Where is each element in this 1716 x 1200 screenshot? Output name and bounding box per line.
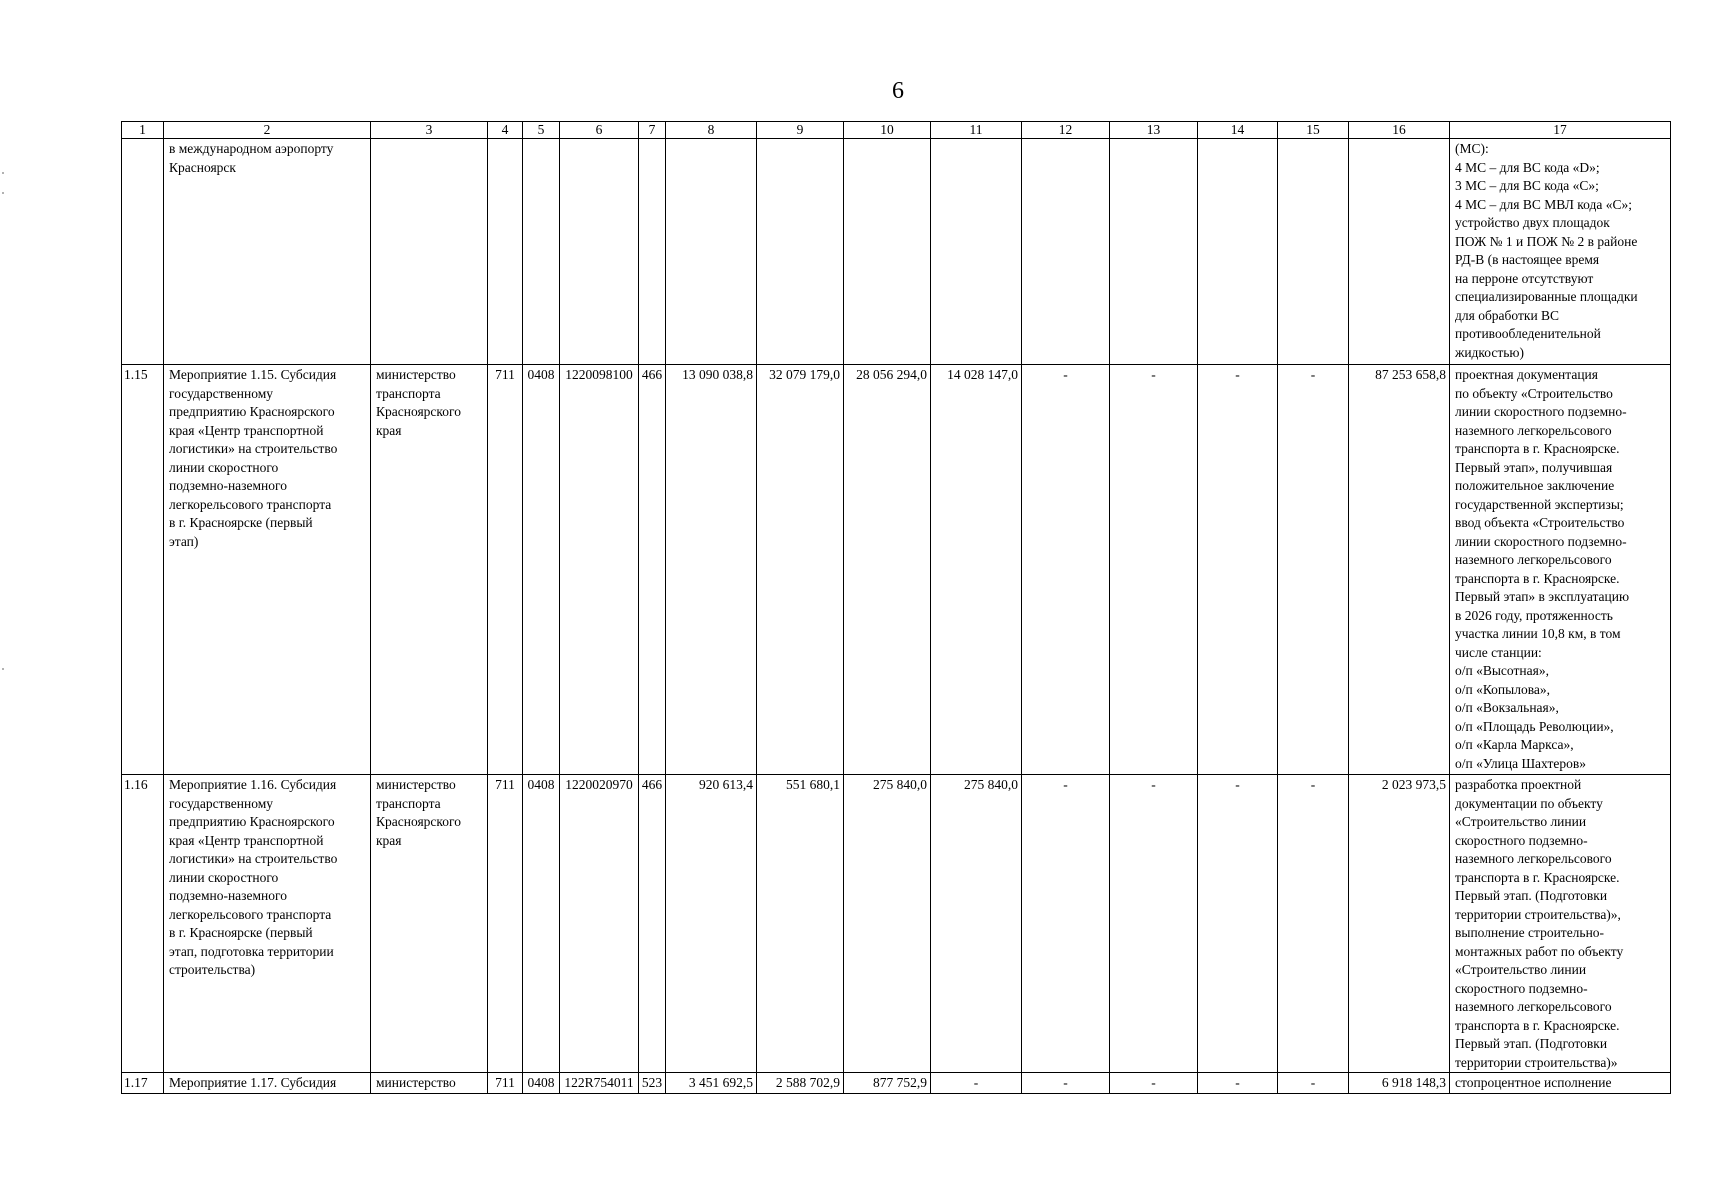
scan-mark [2, 172, 4, 174]
amount-2028: - [1022, 1073, 1110, 1094]
amount-cell [844, 139, 931, 365]
text-line: министерство [376, 1075, 456, 1090]
csr-code: 1220020970 [560, 775, 639, 1073]
text-line: РД-В (в настоящее время [1455, 252, 1600, 267]
text-line: в г. Красноярске (первый [169, 925, 313, 940]
column-number-3: 3 [371, 122, 488, 139]
amount-2028: - [1022, 775, 1110, 1073]
text-line: логистики» на строительство [169, 441, 338, 456]
text-line: Красноярского [376, 814, 461, 829]
grbs-code: 711 [488, 775, 523, 1073]
text-line: 4 МС – для ВС кода «D»; [1455, 159, 1600, 175]
text-line: Первый этап. (Подготовки [1455, 888, 1608, 903]
text-line: наземного легкорельсового [1455, 999, 1612, 1014]
activity-name-cell [164, 365, 371, 775]
text-line: жидкостью) [1455, 344, 1525, 360]
text-line: государственному [169, 795, 274, 811]
text-line: транспорта в г. Красноярске. [1455, 570, 1620, 586]
column-number-row [122, 122, 1671, 139]
csr-cell [560, 139, 639, 365]
text-line: по объекту «Строительство [1455, 385, 1613, 401]
text-line: ввод объекта «Строительство [1455, 515, 1625, 530]
activity-name-cell [164, 139, 371, 365]
text-line: специализированные площадки [1455, 289, 1638, 304]
page-number: 6 [892, 78, 904, 104]
rzpr-code: 0408 [523, 775, 560, 1073]
text-line: края [376, 832, 402, 848]
amount-cell [666, 139, 757, 365]
executor-cell [371, 139, 488, 365]
amount-2026: 877 752,9 [844, 1073, 931, 1094]
text-line: легкорельсового транспорта [169, 496, 332, 512]
amount-cell [757, 139, 844, 365]
text-line: края [376, 422, 402, 438]
text-line: устройство двух площадок [1455, 215, 1610, 230]
amount-2027: - [931, 1073, 1022, 1094]
text-line: о/п «Улица Шахтеров» [1455, 755, 1586, 771]
text-line: линии скоростного подземно- [1455, 404, 1627, 419]
column-number-4: 4 [488, 122, 523, 139]
rzpr-code: 0408 [523, 1073, 560, 1094]
text-line: выполнение строительно- [1455, 925, 1605, 940]
text-line: в международном аэропорту [169, 141, 334, 156]
amount-2025: 551 680,1 [757, 775, 844, 1073]
text-line: линии скоростного [169, 459, 279, 475]
amount-2026: 28 056 294,0 [844, 365, 931, 775]
grbs-cell [488, 139, 523, 365]
text-line: монтажных работ по объекту [1455, 943, 1624, 959]
text-line: края «Центр транспортной [169, 422, 324, 438]
table-row [122, 365, 1671, 775]
text-line: Красноярск [169, 159, 236, 175]
grbs-code: 711 [488, 1073, 523, 1094]
column-number-2: 2 [164, 122, 371, 139]
text-line: государственному [169, 385, 274, 401]
text-line: Первый этап. (Подготовки [1455, 1036, 1608, 1051]
text-line: участка линии 10,8 км, в том [1455, 626, 1621, 641]
text-line: транспорта в г. Красноярске. [1455, 1017, 1620, 1033]
text-line: Мероприятие 1.17. Субсидия [169, 1075, 337, 1090]
amount-2031: - [1278, 1073, 1349, 1094]
text-line: документации по объекту [1455, 795, 1603, 811]
row-number-cell [122, 139, 164, 365]
scan-mark [2, 192, 4, 194]
executor-cell [371, 365, 488, 775]
text-line: 3 МС – для ВС кода «С»; [1455, 178, 1599, 193]
amount-total: 87 253 658,8 [1349, 365, 1450, 775]
activity-name-cell [164, 775, 371, 1073]
activity-name-cell [164, 1073, 371, 1094]
amount-cell [1198, 139, 1278, 365]
expected-result-cell [1450, 365, 1671, 775]
total-cell [1349, 139, 1450, 365]
amount-2024: 13 090 038,8 [666, 365, 757, 775]
text-line: в 2026 году, протяженность [1455, 607, 1613, 623]
amount-cell [1022, 139, 1110, 365]
table-row [122, 1073, 1671, 1094]
text-line: «Строительство линии [1455, 962, 1587, 977]
amount-2025: 32 079 179,0 [757, 365, 844, 775]
expected-result-cell [1450, 139, 1671, 365]
column-number-17: 17 [1450, 122, 1671, 139]
text-line: 4 МС – для ВС МВЛ кода «С»; [1455, 196, 1632, 212]
expected-result-cell [1450, 1073, 1671, 1094]
text-line: этап) [169, 533, 199, 549]
text-line: линии скоростного [169, 869, 279, 885]
text-line: о/п «Копылова», [1455, 681, 1551, 697]
text-line: предприятию Красноярского [169, 404, 335, 419]
csr-code: 122R754011 [560, 1073, 639, 1094]
text-line: территории строительства)» [1455, 1054, 1618, 1070]
rzpr-code: 0408 [523, 365, 560, 775]
text-line: транспорта в г. Красноярске. [1455, 441, 1620, 456]
vr-code: 523 [639, 1073, 666, 1094]
text-line: логистики» на строительство [169, 851, 338, 866]
text-line: края «Центр транспортной [169, 832, 324, 848]
text-line: наземного легкорельсового [1455, 552, 1612, 567]
amount-2029: - [1110, 775, 1198, 1073]
row-number: 1.16 [122, 775, 164, 1073]
amount-2029: - [1110, 365, 1198, 775]
text-line: Первый этап», получившая [1455, 459, 1613, 475]
column-number-13: 13 [1110, 122, 1198, 139]
executor-cell [371, 1073, 488, 1094]
column-number-12: 12 [1022, 122, 1110, 139]
text-line: этап, подготовка территории [169, 943, 334, 959]
text-line: подземно-наземного [169, 478, 287, 493]
vr-cell [639, 139, 666, 365]
amount-total: 6 918 148,3 [1349, 1073, 1450, 1094]
text-line: министерство [376, 777, 456, 792]
text-line: транспорта [376, 385, 441, 401]
text-line: о/п «Площадь Революции», [1455, 718, 1614, 734]
column-number-15: 15 [1278, 122, 1349, 139]
text-line: транспорта [376, 795, 441, 811]
column-number-14: 14 [1198, 122, 1278, 139]
text-line: для обработки ВС [1455, 307, 1560, 323]
executor-cell [371, 775, 488, 1073]
scan-mark [2, 668, 4, 670]
text-line: о/п «Вокзальная», [1455, 700, 1559, 715]
column-number-9: 9 [757, 122, 844, 139]
text-line: «Строительство линии [1455, 814, 1587, 829]
amount-2030: - [1198, 1073, 1278, 1094]
amount-cell [931, 139, 1022, 365]
text-line: (МС): [1455, 141, 1489, 156]
text-line: о/п «Высотная», [1455, 663, 1549, 678]
text-line: министерство [376, 367, 456, 382]
column-number-10: 10 [844, 122, 931, 139]
text-line: государственной экспертизы; [1455, 496, 1624, 512]
text-line: подземно-наземного [169, 888, 287, 903]
amount-2030: - [1198, 365, 1278, 775]
column-number-6: 6 [560, 122, 639, 139]
text-line: линии скоростного подземно- [1455, 533, 1627, 549]
table-row-continuation [122, 139, 1671, 365]
text-line: наземного легкорельсового [1455, 422, 1612, 438]
column-number-8: 8 [666, 122, 757, 139]
amount-2028: - [1022, 365, 1110, 775]
text-line: транспорта в г. Красноярске. [1455, 869, 1620, 885]
amount-2031: - [1278, 365, 1349, 775]
column-number-7: 7 [639, 122, 666, 139]
amount-2027: 275 840,0 [931, 775, 1022, 1073]
expected-result-cell [1450, 775, 1671, 1073]
amount-2024: 920 613,4 [666, 775, 757, 1073]
text-line: числе станции: [1455, 644, 1542, 660]
table-row [122, 775, 1671, 1073]
text-line: Мероприятие 1.16. Субсидия [169, 777, 337, 792]
text-line: на перроне отсутствуют [1455, 270, 1594, 286]
amount-2031: - [1278, 775, 1349, 1073]
row-number: 1.17 [122, 1073, 164, 1094]
column-number-1: 1 [122, 122, 164, 139]
text-line: строительства) [169, 962, 256, 977]
program-activities-table [121, 121, 1671, 1094]
amount-2029: - [1110, 1073, 1198, 1094]
text-line: в г. Красноярске (первый [169, 515, 313, 530]
text-line: о/п «Карла Маркса», [1455, 737, 1574, 752]
text-line: Первый этап» в эксплуатацию [1455, 589, 1630, 604]
amount-2030: - [1198, 775, 1278, 1073]
text-line: наземного легкорельсового [1455, 851, 1612, 866]
text-line: Мероприятие 1.15. Субсидия [169, 367, 337, 382]
row-number: 1.15 [122, 365, 164, 775]
amount-2025: 2 588 702,9 [757, 1073, 844, 1094]
text-line: скоростного подземно- [1455, 980, 1588, 996]
vr-code: 466 [639, 775, 666, 1073]
text-line: положительное заключение [1455, 478, 1615, 493]
text-line: разработка проектной [1455, 777, 1582, 792]
text-line: скоростного подземно- [1455, 832, 1588, 848]
amount-cell [1110, 139, 1198, 365]
amount-total: 2 023 973,5 [1349, 775, 1450, 1073]
amount-2027: 14 028 147,0 [931, 365, 1022, 775]
amount-2026: 275 840,0 [844, 775, 931, 1073]
amount-2024: 3 451 692,5 [666, 1073, 757, 1094]
text-line: проектная документация [1455, 367, 1598, 382]
text-line: предприятию Красноярского [169, 814, 335, 829]
csr-code: 1220098100 [560, 365, 639, 775]
vr-code: 466 [639, 365, 666, 775]
column-number-16: 16 [1349, 122, 1450, 139]
text-line: стопроцентное исполнение [1455, 1075, 1612, 1090]
column-number-5: 5 [523, 122, 560, 139]
text-line: ПОЖ № 1 и ПОЖ № 2 в районе [1455, 233, 1638, 249]
amount-cell [1278, 139, 1349, 365]
text-line: противообледенительной [1455, 326, 1601, 341]
text-line: легкорельсового транспорта [169, 906, 332, 922]
text-line: территории строительства)», [1455, 906, 1621, 922]
column-number-11: 11 [931, 122, 1022, 139]
text-line: Красноярского [376, 404, 461, 419]
rzpr-cell [523, 139, 560, 365]
grbs-code: 711 [488, 365, 523, 775]
